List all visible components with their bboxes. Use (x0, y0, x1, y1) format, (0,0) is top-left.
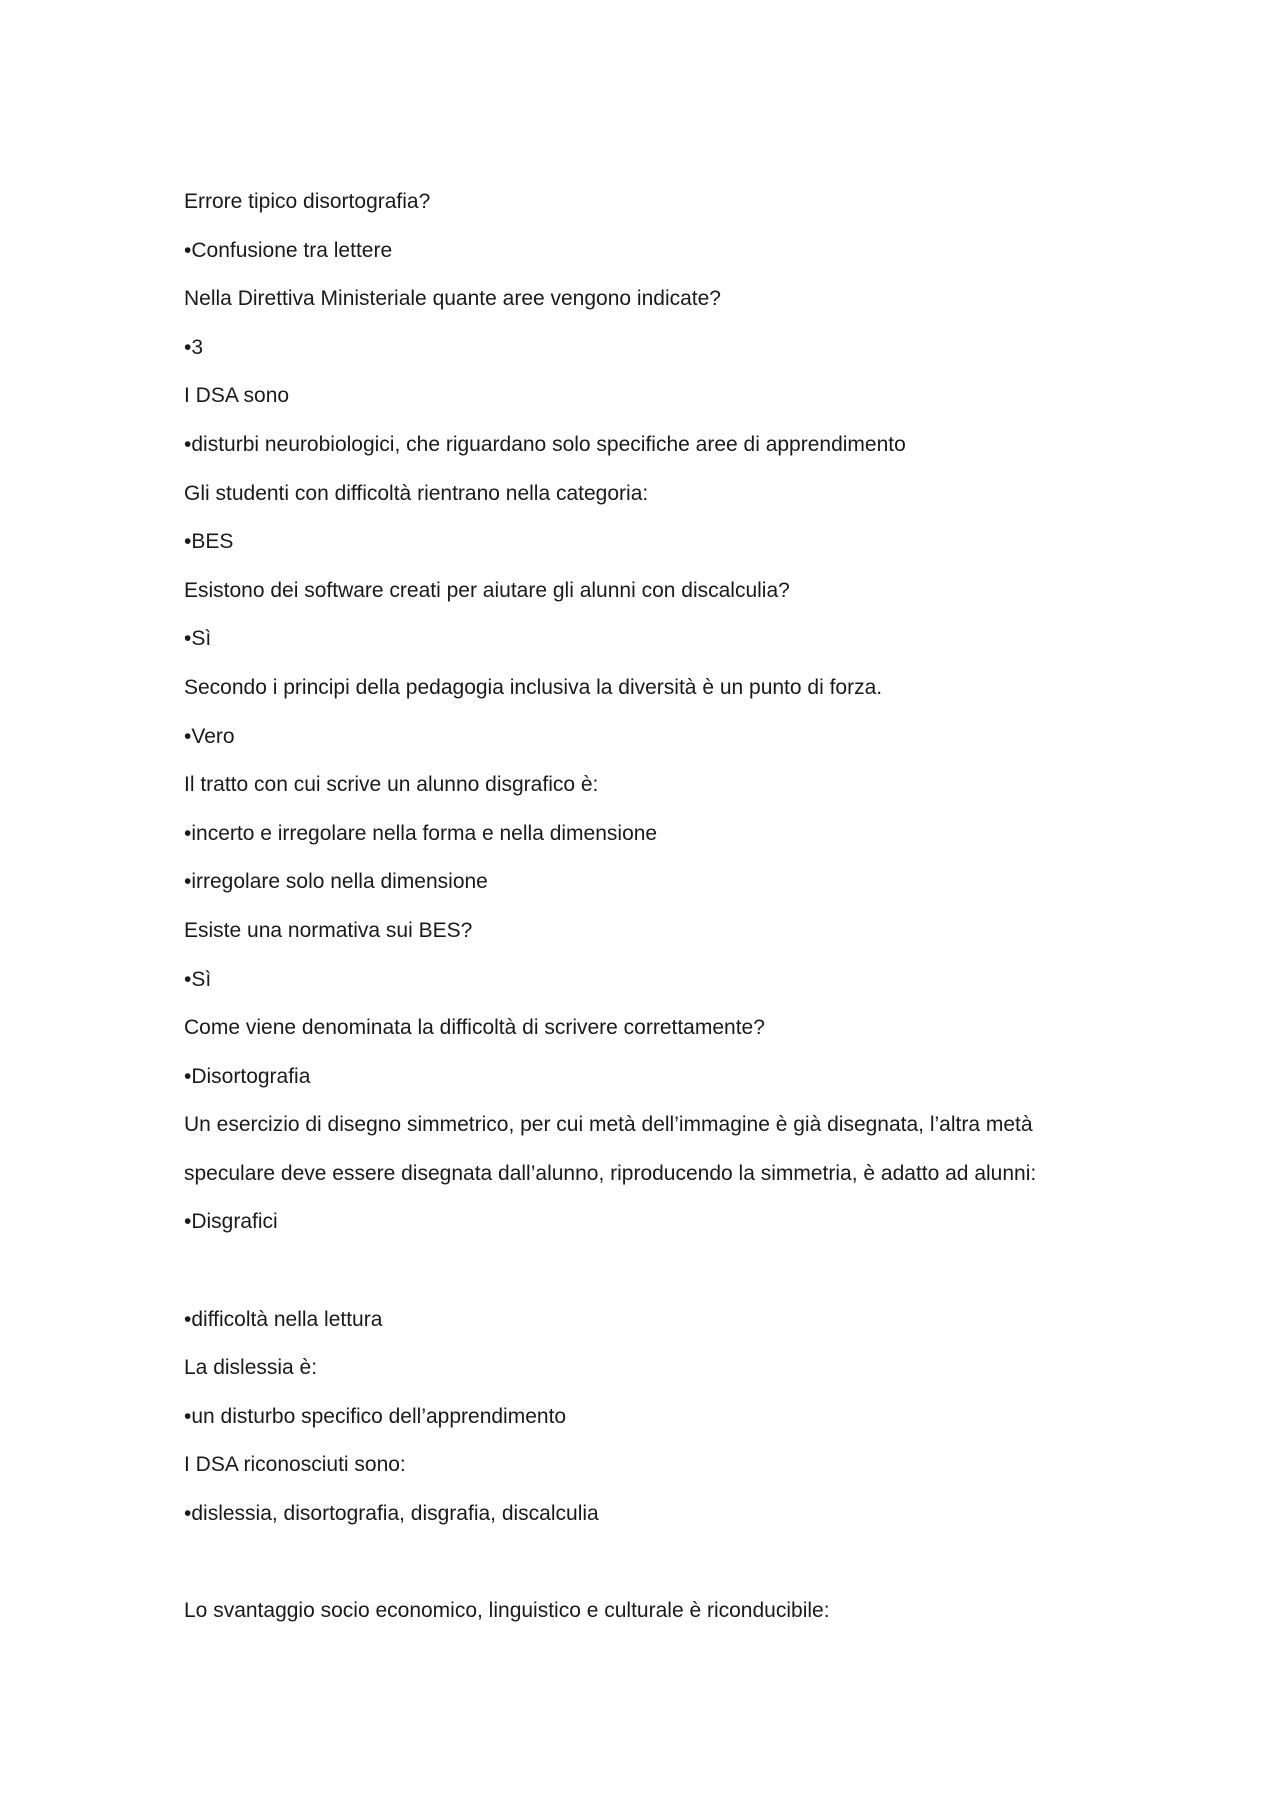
answer-line: •BES (184, 530, 234, 554)
question-line: I DSA sono (184, 384, 290, 408)
question-line: Errore tipico disortografia? (184, 190, 431, 213)
answer-line: •disturbi neurobiologici, che riguardano solo specifiche aree di apprendimento (184, 432, 906, 456)
question-line: Un esercizio di disegno simmetrico, per cui metà dell’immagine è già disegnata, l’altra metà (184, 1113, 1033, 1137)
question-line: I DSA riconosciuti sono: (184, 1453, 406, 1477)
question-line: Nella Direttiva Ministeriale quante aree vengono indicate? (184, 287, 721, 311)
question-line: Il tratto con cui scrive un alunno disgrafico è: (184, 773, 599, 797)
question-line-continued: speculare deve essere disegnata dall’alunno, riproducendo la simmetria, è adatto ad alunni: (184, 1161, 1037, 1185)
question-line: Esistono dei software creati per aiutare gli alunni con discalculia? (184, 578, 790, 602)
question-line: Esiste una normativa sui BES? (184, 918, 473, 942)
document-body (184, 178, 1104, 1636)
answer-line: •difficoltà nella lettura (184, 1307, 383, 1331)
answer-line: •Confusione tra lettere (184, 238, 393, 262)
blank-line (184, 1247, 1104, 1296)
answer-line: •irregolare solo nella dimensione (184, 870, 488, 894)
answer-line: •Vero (184, 724, 235, 748)
answer-line: •3 (184, 335, 204, 359)
question-line: Secondo i principi della pedagogia inclusiva la diversità è un punto di forza. (184, 675, 883, 699)
question-line: Gli studenti con difficoltà rientrano nella categoria: (184, 481, 649, 505)
answer-line: •un disturbo specifico dell’apprendimento (184, 1404, 567, 1428)
blank-line (184, 1539, 1104, 1588)
answer-line: •Disortografia (184, 1064, 311, 1088)
answer-line: •incerto e irregolare nella forma e nella dimensione (184, 821, 658, 845)
answer-line: •Sì (184, 627, 212, 651)
answer-line: •Disgrafici (184, 1210, 278, 1234)
question-line: La dislessia è: (184, 1356, 318, 1380)
question-line: Lo svantaggio socio economico, linguistico e culturale è riconducibile: (184, 1599, 830, 1623)
question-line: Come viene denominata la difficoltà di scrivere correttamente? (184, 1016, 765, 1040)
answer-line: •dislessia, disortografia, disgrafia, discalculia (184, 1502, 599, 1526)
answer-line: •Sì (184, 967, 212, 991)
